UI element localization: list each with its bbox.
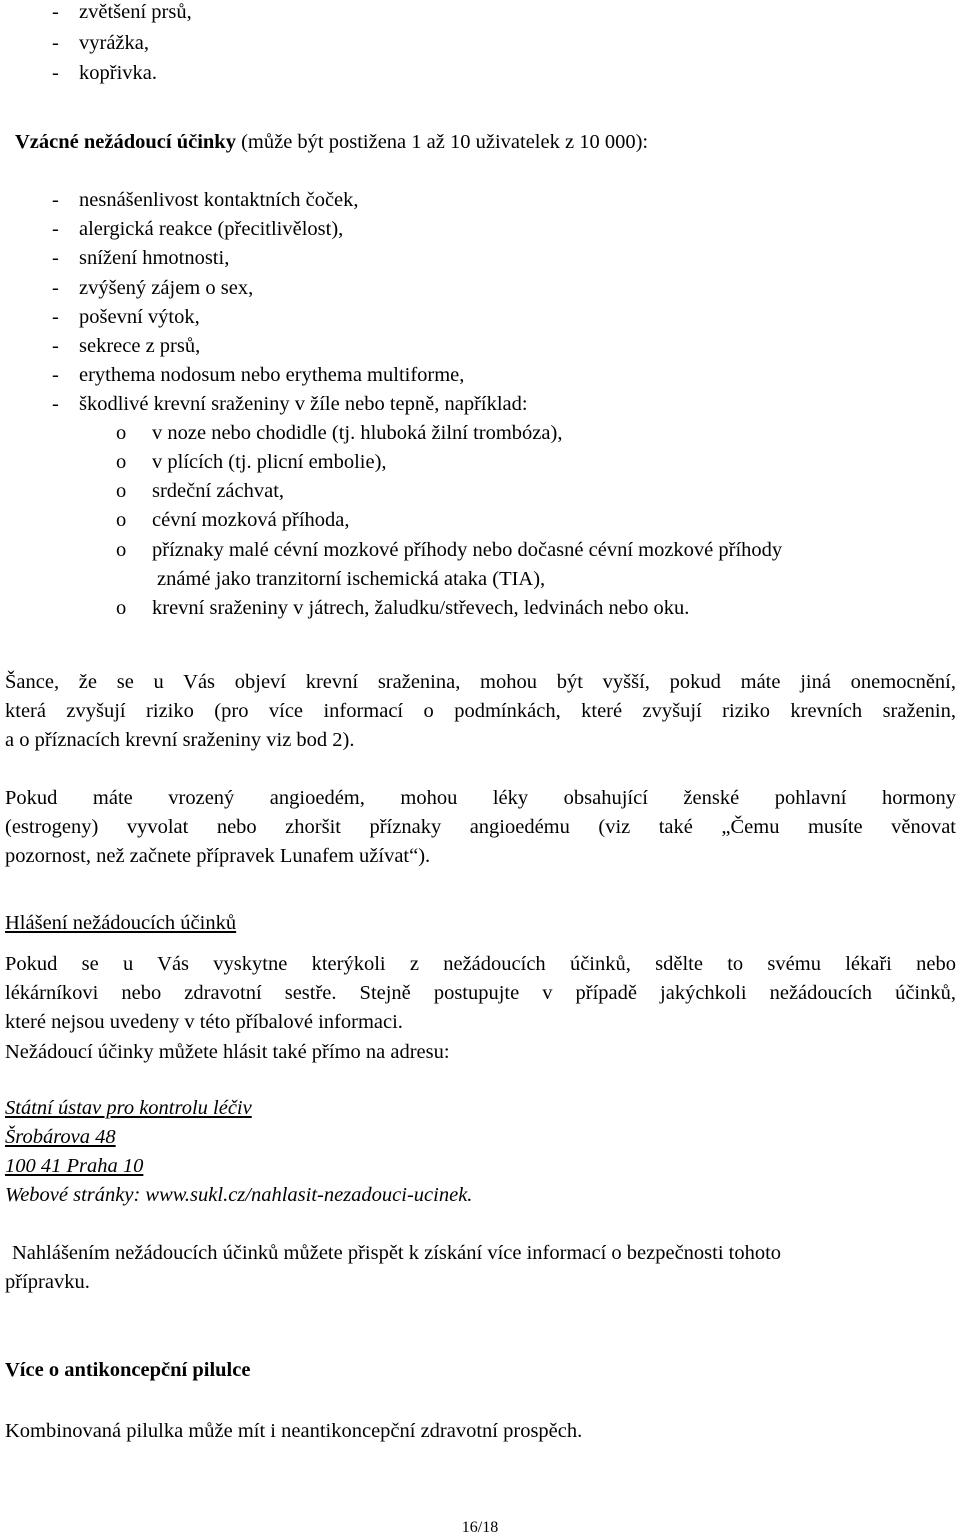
page-number: 16/18: [461, 1519, 499, 1536]
reporting-heading: Hlášení nežádoucích účinků: [5, 912, 237, 934]
dash-marker: -: [52, 277, 59, 299]
list-item-text: škodlivé krevní sraženiny v žíle nebo tepně, například:: [79, 393, 528, 415]
rare-effects-heading-rest: (může být postižena 1 až 10 uživatelek z 10 000):: [235, 131, 649, 153]
list-item-text: erythema nodosum nebo erythema multiforme,: [79, 364, 465, 386]
sub-list-item-text: příznaky malé cévní mozkové příhody nebo dočasné cévní mozkové příhody: [152, 539, 783, 561]
more-heading: Více o antikoncepční pilulce: [5, 1359, 251, 1381]
list-item-text: alergická reakce (přecitlivělost),: [79, 218, 344, 240]
dash-marker: -: [52, 62, 59, 84]
dash-marker: -: [52, 393, 59, 415]
reporting-paragraph: [5, 950, 956, 1037]
address-street: Šrobárova 48: [5, 1126, 116, 1148]
list-item-text: zvětšení prsů,: [79, 1, 192, 23]
paragraph-line: která zvyšují riziko (pro více informací o podmínkách, které zvyšují riziko krevních sraženin,: [5, 700, 956, 722]
list-item-text: zvýšený zájem o sex,: [79, 277, 254, 299]
dash-marker: -: [52, 247, 59, 269]
circle-marker: o: [116, 480, 127, 502]
angioedema-paragraph: [5, 784, 956, 871]
address-web: Webové stránky: www.sukl.cz/nahlasit-nezadouci-ucinek.: [5, 1184, 473, 1206]
more-text: Kombinovaná pilulka může mít i neantikoncepční zdravotní prospěch.: [5, 1420, 583, 1442]
list-item-text: vyrážka,: [79, 32, 149, 54]
rare-effects-heading: [15, 130, 648, 154]
dash-marker: -: [52, 189, 59, 211]
sub-list-item-text: cévní mozková příhoda,: [152, 509, 350, 531]
paragraph-line: které nejsou uvedeny v této příbalové informaci.: [5, 1011, 403, 1033]
circle-marker: o: [116, 539, 127, 561]
sub-list-item-continuation: známé jako tranzitorní ischemická ataka (TIA),: [157, 568, 546, 590]
sub-list-item-text: v plících (tj. plicní embolie),: [152, 451, 387, 473]
paragraph-line: Pokud máte vrozený angioedém, mohou léky obsahující ženské pohlavní hormony: [5, 787, 956, 809]
direct-report-line: Nežádoucí účinky můžete hlásit také přímo na adresu:: [5, 1041, 450, 1063]
rare-effects-heading-bold: Vzácné nežádoucí účinky: [15, 131, 236, 153]
dash-marker: -: [52, 306, 59, 328]
dash-marker: -: [52, 335, 59, 357]
circle-marker: o: [116, 451, 127, 473]
sub-list-item-text: srdeční záchvat,: [152, 480, 285, 502]
paragraph-line: pozornost, než začnete přípravek Lunafem užívat“).: [5, 845, 431, 867]
dash-marker: -: [52, 364, 59, 386]
dash-marker: -: [52, 1, 59, 23]
closing-paragraph-line: přípravku.: [5, 1271, 90, 1293]
address-name: Státní ústav pro kontrolu léčiv: [5, 1097, 252, 1119]
dash-marker: -: [52, 32, 59, 54]
circle-marker: o: [116, 422, 127, 444]
paragraph-line: (estrogeny) vyvolat nebo zhoršit příznaky angioedému (viz také „Čemu musíte věnovat: [5, 816, 956, 838]
chance-paragraph: [5, 668, 956, 755]
list-item-text: sekrece z prsů,: [79, 335, 201, 357]
paragraph-line: Šance, že se u Vás objeví krevní sraženina, mohou být vyšší, pokud máte jiná onemocnění,: [5, 671, 956, 693]
circle-marker: o: [116, 509, 127, 531]
paragraph-line: lékárníkovi nebo zdravotní sestře. Stejně postupujte v případě jakýchkoli nežádoucích účinků,: [5, 982, 956, 1004]
list-item-text: snížení hmotnosti,: [79, 247, 230, 269]
dash-marker: -: [52, 218, 59, 240]
address-city: 100 41 Praha 10: [5, 1155, 144, 1177]
paragraph-line: a o příznacích krevní sraženiny viz bod 2).: [5, 729, 355, 751]
list-item-text: kopřivka.: [79, 62, 157, 84]
paragraph-line: Pokud se u Vás vyskytne kterýkoli z nežádoucích účinků, sdělte to svému lékaři nebo: [5, 953, 956, 975]
closing-paragraph-line: Nahlášením nežádoucích účinků můžete přispět k získání více informací o bezpečnosti tohoto: [12, 1242, 782, 1264]
sub-list-item-text: v noze nebo chodidle (tj. hluboká žilní trombóza),: [152, 422, 563, 444]
list-item-text: nesnášenlivost kontaktních čoček,: [79, 189, 359, 211]
circle-marker: o: [116, 597, 127, 619]
sub-list-item-text: krevní sraženiny v játrech, žaludku/střevech, ledvinách nebo oku.: [152, 597, 690, 619]
list-item-text: poševní výtok,: [79, 306, 200, 328]
